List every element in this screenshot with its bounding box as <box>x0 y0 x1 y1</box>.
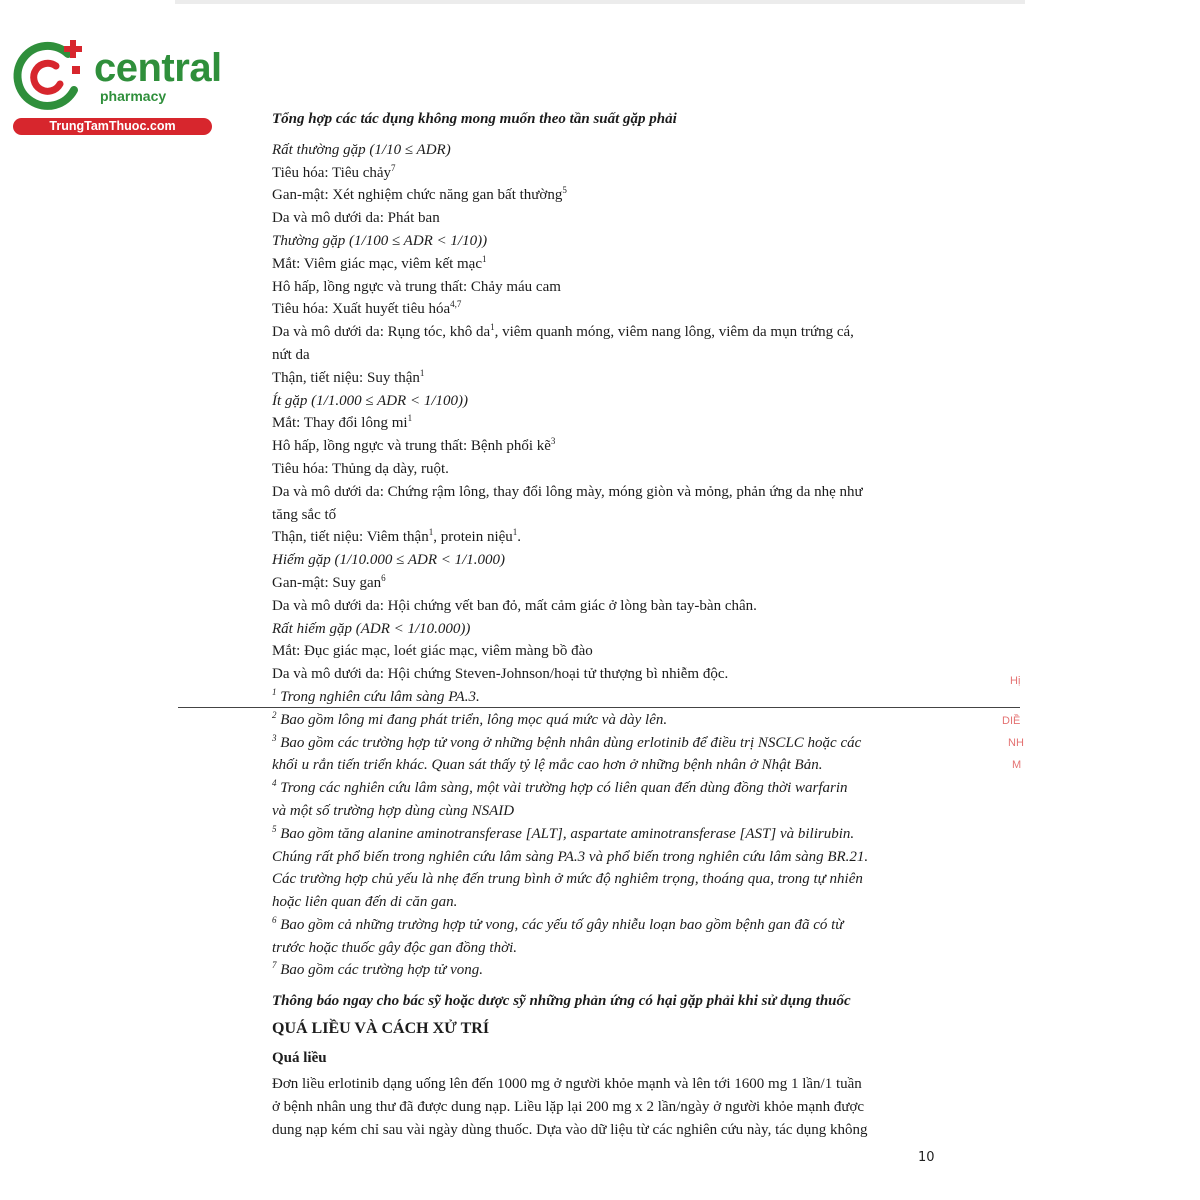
line-text: Hô hấp, lồng ngực và trung thất: Bệnh phổi kẽ <box>272 438 551 455</box>
overdose-subheading: Quá liều <box>272 1050 327 1067</box>
adverse-effect-line <box>272 321 952 344</box>
overdose-paragraph-line: Đơn liều erlotinib dạng uống lên đến 1000 mg ở người khỏe mạnh và lên tới 1600 mg 1 lần/1 tuần <box>272 1076 862 1093</box>
reference-superscript: 1 <box>407 413 413 424</box>
footnote-line <box>272 754 952 777</box>
footnote-number: 3 <box>272 732 277 743</box>
line-text: Rất thường gặp (1/10 ≤ ADR) <box>272 141 451 158</box>
logo-site-banner <box>13 118 212 135</box>
footnote-text: Bao gồm các trường hợp tử vong ở những bệnh nhân dùng erlotinib để điều trị NSCLC hoặc các <box>276 734 862 751</box>
line-text: tăng sắc tố <box>272 506 337 523</box>
document-body <box>272 108 952 1141</box>
line-text: Hiếm gặp (1/10.000 ≤ ADR < 1/1.000) <box>272 552 506 569</box>
frequency-heading <box>272 549 952 572</box>
reference-superscript: 3 <box>550 436 556 447</box>
reference-superscript: 7 <box>391 162 396 173</box>
line-text: Gan-mật: Xét nghiệm chức năng gan bất thường <box>272 187 563 204</box>
footnote-line <box>272 823 952 846</box>
line-text: Gan-mật: Suy gan <box>272 574 382 591</box>
footnote-line <box>272 868 952 891</box>
line-text-cont: , viêm quanh móng, viêm nang lông, viêm da mụn trứng cá, <box>494 324 854 341</box>
line-text: Thận, tiết niệu: Viêm thận <box>272 529 429 546</box>
footnote-number: 2 <box>272 709 277 720</box>
reference-superscript: 5 <box>562 185 567 196</box>
line-text: Rất hiếm gặp (ADR < 1/10.000)) <box>272 620 471 637</box>
adverse-effect-line <box>272 640 952 663</box>
adverse-effect-line <box>272 162 952 185</box>
adverse-effect-line <box>272 412 952 435</box>
line-text-cont: . <box>517 529 522 546</box>
adverse-effect-line <box>272 367 952 390</box>
footnote-line <box>272 777 952 800</box>
stamp-text-1: Hị <box>1010 675 1021 687</box>
footnote-divider <box>178 707 1020 708</box>
adverse-effect-line <box>272 184 952 207</box>
footnote-text: và một số trường hợp dùng cùng NSAID <box>272 802 515 819</box>
overdose-paragraph-line: dung nạp kém chỉ sau vài ngày dùng thuốc. Dựa vào dữ liệu từ các nghiên cứu này, tác dụng không <box>272 1121 868 1138</box>
frequency-heading <box>272 139 952 162</box>
footnote-line <box>272 846 952 869</box>
line-text: Mắt: Thay đổi lông mi <box>272 415 408 432</box>
logo-wordmark: central <box>94 46 222 90</box>
footnote-number: 7 <box>272 960 277 971</box>
footnote-line <box>272 937 952 960</box>
line-text: Tiêu hóa: Thủng dạ dày, ruột. <box>272 460 449 477</box>
logo-site-text: TrungTamThuoc.com <box>49 119 176 133</box>
adverse-effect-line <box>272 458 952 481</box>
line-text: Ít gặp (1/1.000 ≤ ADR < 1/100)) <box>272 392 468 409</box>
stamp-text-4: M <box>1012 759 1022 771</box>
adverse-effect-line <box>272 526 952 549</box>
footnote-number: 4 <box>272 778 277 789</box>
adverse-effect-line <box>272 504 952 527</box>
reference-superscript: 1 <box>490 322 495 333</box>
footnote-text: Bao gồm cả những trường hợp tử vong, các yếu tố gây nhiễu loạn bao gồm bệnh gan đã có từ <box>276 916 844 933</box>
line-text: Da và mô dưới da: Rụng tóc, khô da <box>272 324 491 341</box>
line-text: nứt da <box>272 346 310 363</box>
reference-superscript: 4,7 <box>450 299 462 310</box>
footnote-text: khối u rắn tiến triển khác. Quan sát thấy tỷ lệ mắc cao hơn ở những bệnh nhân ở Nhật Bản. <box>272 757 823 774</box>
footnote-text: Bao gồm các trường hợp tử vong. <box>276 962 484 979</box>
footnote-number: 1 <box>272 686 277 697</box>
adverse-effect-line <box>272 298 952 321</box>
footnote-number: 5 <box>272 823 277 834</box>
logo-subtitle: pharmacy <box>100 88 167 104</box>
page-number: 10 <box>918 1150 935 1165</box>
footnote-line <box>272 914 952 937</box>
footnote-number: 6 <box>272 914 277 925</box>
reference-superscript: 1 <box>512 527 518 538</box>
footnote-text: Trong các nghiên cứu lâm sàng, một vài trường hợp có liên quan đến dùng đồng thời warfarin <box>276 780 848 797</box>
footnotes-list <box>272 686 952 982</box>
footnote-text: Trong nghiên cứu lâm sàng PA.3. <box>276 688 480 705</box>
line-text: Thường gặp (1/100 ≤ ADR < 1/10)) <box>272 232 488 249</box>
reference-superscript: 1 <box>419 367 425 378</box>
central-logo-icon <box>10 38 90 118</box>
red-stamp-fragment <box>996 655 1030 810</box>
line-text: Hô hấp, lồng ngực và trung thất: Chảy máu cam <box>272 278 561 295</box>
overdose-heading: QUÁ LIỀU VÀ CÁCH XỬ TRÍ <box>272 1020 490 1038</box>
stamp-text-2: DIỀ <box>1002 715 1021 727</box>
footnote-text: Chúng rất phổ biến trong nghiên cứu lâm sàng PA.3 và phổ biến trong nghiên cứu lâm sàng BR.21. <box>272 848 869 865</box>
notify-statement: Thông báo ngay cho bác sỹ hoặc dược sỹ những phản ứng có hại gặp phải khi sử dụng thuốc <box>272 993 851 1010</box>
footnote-text: Bao gồm lông mi đang phát triển, lông mọc quá mức và dày lên. <box>276 711 668 728</box>
page-top-edge <box>175 0 1025 4</box>
footnote-line <box>272 891 952 914</box>
adverse-effect-line <box>272 435 952 458</box>
section-title-adverse-effects: Tổng hợp các tác dụng không mong muốn theo tần suất gặp phải <box>272 111 677 127</box>
line-text: Tiêu hóa: Tiêu chảy <box>272 164 392 181</box>
footnote-text: Bao gồm tăng alanine aminotransferase [ALT], aspartate aminotransferase [AST] và bilirubin. <box>276 825 855 842</box>
reference-superscript: 1 <box>428 527 434 538</box>
line-text: Tiêu hóa: Xuất huyết tiêu hóa <box>272 301 451 318</box>
line-text: Mắt: Viêm giác mạc, viêm kết mạc <box>272 255 482 272</box>
frequency-heading <box>272 618 952 641</box>
frequency-heading <box>272 230 952 253</box>
line-text: Mắt: Đục giác mạc, loét giác mạc, viêm màng bồ đào <box>272 643 593 660</box>
line-text-cont: , protein niệu <box>433 529 513 546</box>
footnote-text: trước hoặc thuốc gây độc gan đồng thời. <box>272 939 517 956</box>
footnote-line <box>272 959 952 982</box>
line-text: Da và mô dưới da: Hội chứng vết ban đỏ, mất cảm giác ở lòng bàn tay-bàn chân. <box>272 597 757 614</box>
adverse-effect-line <box>272 207 952 230</box>
footnote-line <box>272 709 952 732</box>
adverse-effect-line <box>272 481 952 504</box>
adverse-effect-line <box>272 572 952 595</box>
footnote-text: hoặc liên quan đến di căn gan. <box>272 894 458 911</box>
line-text: Da và mô dưới da: Phát ban <box>272 210 440 227</box>
reference-superscript: 6 <box>381 572 386 583</box>
reference-superscript: 1 <box>482 253 487 264</box>
stamp-text-3: NH <box>1008 737 1024 749</box>
adverse-effect-line <box>272 595 952 618</box>
line-text: Thận, tiết niệu: Suy thận <box>272 369 420 386</box>
line-text: Da và mô dưới da: Chứng rậm lông, thay đổi lông mày, móng giòn và mỏng, phản ứng da nhẹ như <box>272 483 863 500</box>
overdose-paragraph-line: ở bệnh nhân ung thư đã được dung nạp. Liều lặp lại 200 mg x 2 lần/ngày ở người khỏe mạnh được <box>272 1098 865 1115</box>
footnote-text: Các trường hợp chủ yếu là nhẹ đến trung bình ở mức độ nghiêm trọng, thoáng qua, trong tự nhiên <box>272 871 863 888</box>
line-text: Da và mô dưới da: Hội chứng Steven-Johnson/hoại tử thượng bì nhiễm độc. <box>272 666 729 683</box>
frequency-heading <box>272 390 952 413</box>
overdose-paragraph <box>272 1073 952 1141</box>
central-pharmacy-logo[interactable] <box>10 38 222 138</box>
footnote-line <box>272 732 952 755</box>
adverse-effects-list <box>272 139 952 686</box>
adverse-effect-line <box>272 344 952 367</box>
adverse-effect-line <box>272 253 952 276</box>
footnote-line <box>272 686 952 709</box>
footnote-line <box>272 800 952 823</box>
adverse-effect-line <box>272 663 952 686</box>
adverse-effect-line <box>272 276 952 299</box>
